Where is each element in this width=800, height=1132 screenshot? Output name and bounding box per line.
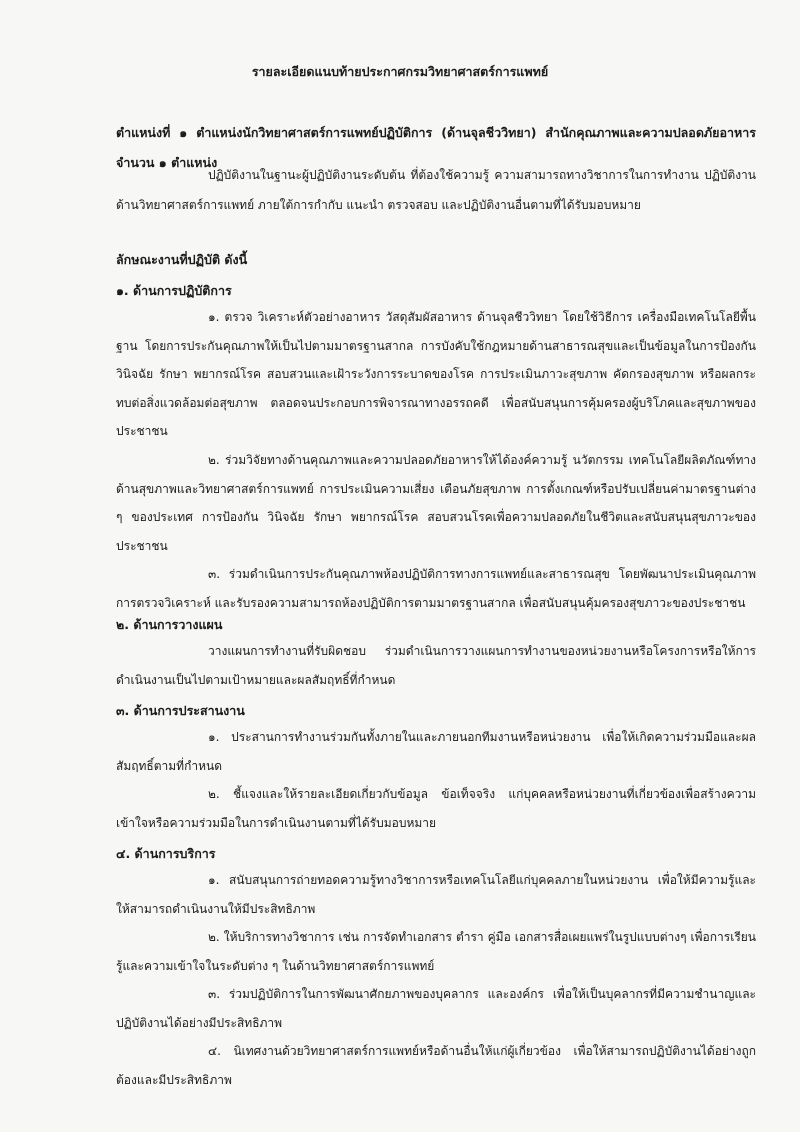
section-heading-coordination: ๓. ด้านการประสานงาน (116, 703, 245, 718)
operations-paragraph-3: ๓. ร่วมดำเนินการประกันคุณภาพห้องปฏิบัติการทางการแพทย์และสาธารณสุข โดยพัฒนาประเมินคุณภาพการตรวจวิเคราะห์ และรับรองความสามารถห้องปฏิบัติการตามมาตรฐานสากล เพื่อสนับสนุนคุ้มครองสุขภาวะของประชาชน (116, 567, 756, 610)
service-paragraph-2: ๒. ให้บริการทางวิชาการ เช่น การจัดทำเอกสาร ตำรา คู่มือ เอกสารสื่อเผยแพร่ในรูปแบบต่างๆ เพื่อการเรียนรู้และความเข้าใจในระดับต่าง ๆ ในด้านวิทยาศาสตร์การแพทย์ (116, 930, 756, 973)
operations-paragraph-1: ๑. ตรวจ วิเคราะห์ตัวอย่างอาหาร วัสดุสัมผัสอาหาร ด้านจุลชีววิทยา โดยใช้วิธีการ เครื่องมือเทคโนโลยีพื้นฐาน โดยการประกันคุณภาพให้เป็นไปตามมาตรฐานสากล การบังคับใช้กฎหมายด้านสาธารณสุขและเป็นข้อมูลในการป้องกัน วินิจฉัย รักษา พยากรณ์โรค สอบสวนและเฝ้าระวังการระบาดของโรค การประเมินภาวะสุขภาพ คัดกรองสุขภาพ หรือผลกระทบต่อสิ่งแวดล้อมต่อสุขภาพ ตลอดจนประกอบการพิจารณาทางอรรถคดี เพื่อสนับสนุนการคุ้มครองผู้บริโภคและสุขภาพของประชาชน (116, 310, 756, 438)
position-summary: ปฏิบัติงานในฐานะผู้ปฏิบัติงานระดับต้น ที่ต้องใช้ความรู้ ความสามารถทางวิชาการในการทำงาน ปฏิบัติงานด้านวิทยาศาสตร์การแพทย์ ภายใต้การกำกับ แนะนำ ตรวจสอบ และปฏิบัติงานอื่นตามที่ได้รับมอบหมาย (116, 168, 756, 212)
planning-paragraph: วางแผนการทำงานที่รับผิดชอบ ร่วมดำเนินการวางแผนการทำงานของหน่วยงานหรือโครงการหรือให้การดำเนินงานเป็นไปตามเป้าหมายและผลสัมฤทธิ์ที่กำหนด (116, 644, 756, 687)
service-paragraph-4: ๔. นิเทศงานด้วยวิทยาศาสตร์การแพทย์หรือด้านอื่นให้แก่ผู้เกี่ยวข้อง เพื่อให้สามารถปฏิบัติงานได้อย่างถูกต้องและมีประสิทธิภาพ (116, 1044, 756, 1087)
section-heading-planning: ๒. ด้านการวางแผน (116, 617, 223, 632)
service-paragraph-3: ๓. ร่วมปฏิบัติการในการพัฒนาศักยภาพของบุคลากร และองค์กร เพื่อให้เป็นบุคลากรที่มีความชำนาญและปฏิบัติงานได้อย่างมีประสิทธิภาพ (116, 987, 756, 1030)
coordination-paragraph-2: ๒. ชี้แจงและให้รายละเอียดเกี่ยวกับข้อมูล ข้อเท็จจริง แก่บุคคลหรือหน่วยงานที่เกี่ยวข้องเพื่อสร้างความเข้าใจหรือความร่วมมือในการดำเนินงานตามที่ได้รับมอบหมาย (116, 787, 756, 830)
section-heading-service: ๔. ด้านการบริการ (116, 846, 216, 861)
duties-heading: ลักษณะงานที่ปฏิบัติ ดังนี้ (116, 252, 248, 267)
service-paragraph-1: ๑. สนับสนุนการถ่ายทอดความรู้ทางวิชาการหรือเทคโนโลยีแก่บุคคลภายในหน่วยงาน เพื่อให้มีความรู้และให้สามารถดำเนินงานให้มีประสิทธิภาพ (116, 873, 756, 916)
section-heading-operations: ๑. ด้านการปฏิบัติการ (116, 283, 232, 298)
operations-paragraph-2: ๒. ร่วมวิจัยทางด้านคุณภาพและความปลอดภัยอาหารให้ได้องค์ความรู้ นวัตกรรม เทคโนโลยีผลิตภัณฑ์ทางด้านสุขภาพและวิทยาศาสตร์การแพทย์ การประเมินความเสี่ยง เตือนภัยสุขภาพ การตั้งเกณฑ์หรือปรับเปลี่ยนค่ามาตรฐานต่าง ๆ ของประเทศ การป้องกัน วินิจฉัย รักษา พยากรณ์โรค สอบสวนโรคเพื่อความปลอดภัยในชีวิตและสนับสนุนสุขภาวะของประชาชน (116, 453, 756, 553)
document-title: รายละเอียดแนบท้ายประกาศกรมวิทยาศาสตร์การแพทย์ (251, 64, 549, 79)
coordination-paragraph-1: ๑. ประสานการทำงานร่วมกันทั้งภายในและภายนอกทีมงานหรือหน่วยงาน เพื่อให้เกิดความร่วมมือและผลสัมฤทธิ์ตามที่กำหนด (116, 730, 756, 773)
position-line: ตำแหน่งที่ ๑ ตำแหน่งนักวิทยาศาสตร์การแพทย์ปฏิบัติการ (ด้านจุลชีววิทยา) สำนักคุณภาพและความปลอดภัยอาหาร จำนวน ๑ ตำแหน่ง (116, 125, 756, 170)
